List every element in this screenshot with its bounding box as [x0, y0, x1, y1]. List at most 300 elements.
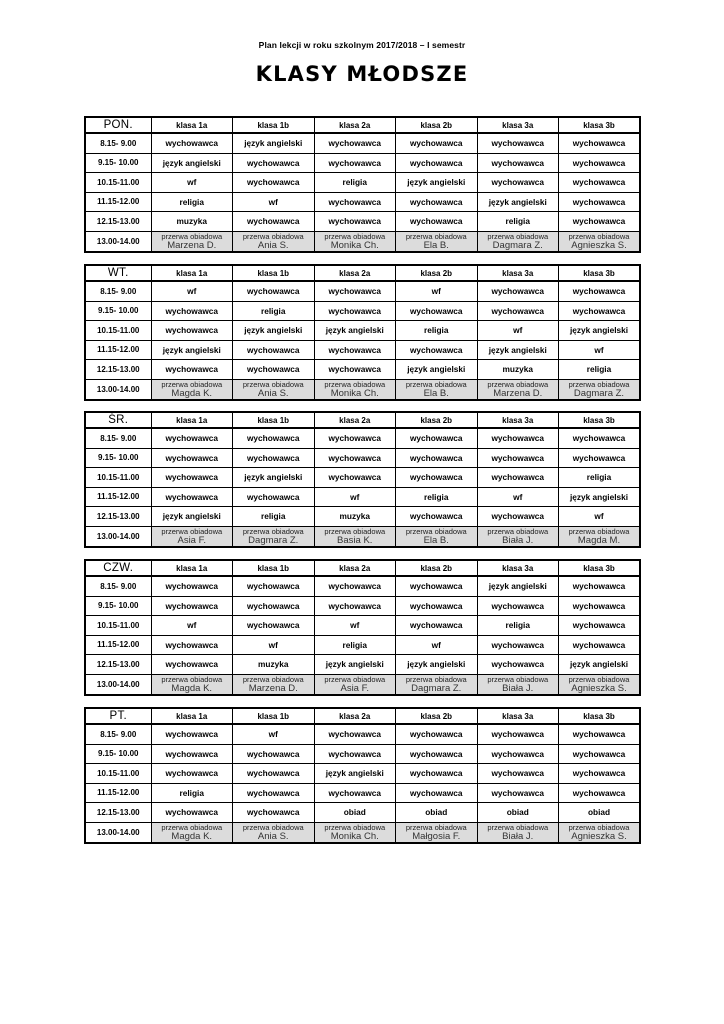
table-row [85, 360, 640, 380]
lesson-cell: wychowawca [151, 448, 233, 468]
lesson-cell: wychowawca [314, 212, 396, 232]
lesson-cell: wychowawca [314, 783, 396, 803]
lunch-label: przerwa obiadowa [161, 232, 223, 241]
lesson-time: 8.15- 9.00 [85, 724, 151, 744]
table-row [85, 133, 640, 153]
lesson-time: 8.15- 9.00 [85, 281, 151, 301]
table-header-row [85, 412, 640, 428]
lunch-label: przerwa obiadowa [161, 823, 223, 832]
class-header: klasa 1b [233, 265, 315, 281]
lunch-duty-cell [233, 379, 315, 400]
lesson-cell: wf [559, 340, 641, 360]
lesson-cell: religia [559, 360, 641, 380]
duty-teacher-name: Basia K. [337, 535, 373, 546]
lesson-cell: wychowawca [477, 744, 559, 764]
duty-teacher-name: Asia F. [177, 535, 206, 546]
day-table [84, 707, 641, 844]
lesson-cell: wychowawca [151, 301, 233, 321]
lesson-cell: wychowawca [151, 764, 233, 784]
class-header: klasa 1b [233, 560, 315, 576]
lesson-cell: wychowawca [314, 153, 396, 173]
lesson-cell: język angielski [151, 340, 233, 360]
lesson-cell: wychowawca [559, 301, 641, 321]
lunch-time: 13.00-14.00 [85, 379, 151, 400]
lunch-label: przerwa obiadowa [324, 675, 386, 684]
lesson-cell: wychowawca [477, 507, 559, 527]
lesson-cell: wychowawca [559, 596, 641, 616]
class-header: klasa 2b [396, 412, 478, 428]
lesson-cell: wychowawca [151, 487, 233, 507]
lunch-duty-cell [314, 822, 396, 843]
lunch-duty-cell [151, 674, 233, 695]
duty-teacher-name: Biała J. [502, 683, 534, 694]
table-row [85, 507, 640, 527]
lesson-cell: wychowawca [233, 744, 315, 764]
lesson-cell: wychowawca [151, 321, 233, 341]
day-table [84, 411, 641, 548]
table-row [85, 428, 640, 448]
class-header: klasa 3a [477, 560, 559, 576]
duty-teacher-name: Ela B. [423, 388, 449, 399]
lesson-cell: wychowawca [477, 655, 559, 675]
lunch-duty-cell [233, 231, 315, 252]
lesson-cell: język angielski [314, 321, 396, 341]
class-header: klasa 2a [314, 265, 396, 281]
lesson-cell: religia [314, 635, 396, 655]
lesson-cell: wychowawca [559, 428, 641, 448]
duty-teacher-name: Monika Ch. [330, 831, 379, 842]
lesson-cell: wychowawca [396, 783, 478, 803]
lesson-cell: wychowawca [314, 340, 396, 360]
lesson-cell: wf [396, 281, 478, 301]
duty-teacher-name: Ania S. [257, 240, 289, 251]
duty-teacher-name: Ela B. [423, 240, 449, 251]
table-row [85, 783, 640, 803]
lesson-time: 11.15-12.00 [85, 487, 151, 507]
day-name: PON. [85, 117, 151, 133]
lunch-row [85, 231, 640, 252]
table-row [85, 655, 640, 675]
class-header: klasa 1a [151, 117, 233, 133]
lesson-cell: wf [233, 724, 315, 744]
lesson-cell: wychowawca [151, 576, 233, 596]
lesson-cell: wf [233, 192, 315, 212]
lesson-cell: wychowawca [233, 448, 315, 468]
lesson-time: 12.15-13.00 [85, 360, 151, 380]
lunch-duty-cell [559, 231, 641, 252]
lesson-cell: wychowawca [233, 281, 315, 301]
lunch-duty-cell [233, 822, 315, 843]
lesson-cell: religia [477, 212, 559, 232]
lesson-cell: wychowawca [314, 724, 396, 744]
lunch-row [85, 674, 640, 695]
lesson-cell: wf [151, 281, 233, 301]
duty-teacher-name: Dagmara Z. [411, 683, 462, 694]
lesson-cell: obiad [559, 803, 641, 823]
lesson-cell: wychowawca [396, 596, 478, 616]
lesson-time: 9.15- 10.00 [85, 596, 151, 616]
day-table [84, 559, 641, 696]
duty-teacher-name: Dagmara Z. [492, 240, 543, 251]
lesson-cell: język angielski [233, 133, 315, 153]
lesson-cell: wychowawca [233, 764, 315, 784]
table-row [85, 576, 640, 596]
lesson-cell: wychowawca [233, 153, 315, 173]
class-header: klasa 1a [151, 265, 233, 281]
lesson-time: 10.15-11.00 [85, 616, 151, 636]
lesson-cell: wychowawca [396, 301, 478, 321]
lunch-duty-cell [396, 379, 478, 400]
lesson-cell: wychowawca [396, 744, 478, 764]
class-header: klasa 3b [559, 117, 641, 133]
class-header: klasa 3a [477, 412, 559, 428]
lesson-cell: wychowawca [477, 724, 559, 744]
lesson-cell: język angielski [477, 340, 559, 360]
lunch-duty-cell [233, 526, 315, 547]
lunch-label: przerwa obiadowa [324, 380, 386, 389]
lesson-cell: religia [233, 507, 315, 527]
lunch-label: przerwa obiadowa [324, 823, 386, 832]
table-row [85, 764, 640, 784]
lesson-cell: wychowawca [559, 724, 641, 744]
lunch-duty-cell [314, 526, 396, 547]
lesson-cell: wychowawca [396, 448, 478, 468]
lesson-cell: wychowawca [396, 616, 478, 636]
class-header: klasa 2b [396, 117, 478, 133]
duty-teacher-name: Biała J. [502, 831, 534, 842]
lunch-duty-cell [559, 526, 641, 547]
lesson-cell: religia [314, 173, 396, 193]
lunch-row [85, 822, 640, 843]
lesson-cell: język angielski [477, 192, 559, 212]
lunch-duty-cell [151, 231, 233, 252]
class-header: klasa 3b [559, 265, 641, 281]
table-row [85, 487, 640, 507]
lesson-time: 9.15- 10.00 [85, 153, 151, 173]
lesson-cell: wychowawca [477, 596, 559, 616]
duty-teacher-name: Asia F. [340, 683, 369, 694]
lesson-cell: wychowawca [233, 596, 315, 616]
lesson-cell: wf [559, 507, 641, 527]
lunch-label: przerwa obiadowa [568, 232, 630, 241]
lesson-cell: wychowawca [314, 192, 396, 212]
duty-teacher-name: Ania S. [257, 831, 289, 842]
lesson-cell: religia [559, 468, 641, 488]
table-header-row [85, 265, 640, 281]
lesson-cell: wychowawca [233, 212, 315, 232]
lesson-cell: wychowawca [233, 360, 315, 380]
lunch-label: przerwa obiadowa [242, 675, 304, 684]
lesson-time: 9.15- 10.00 [85, 301, 151, 321]
lesson-time: 9.15- 10.00 [85, 744, 151, 764]
lesson-cell: wychowawca [477, 635, 559, 655]
duty-teacher-name: Marzena D. [248, 683, 298, 694]
lesson-cell: wychowawca [233, 803, 315, 823]
lunch-time: 13.00-14.00 [85, 231, 151, 252]
lunch-duty-cell [477, 231, 559, 252]
duty-teacher-name: Dagmara Z. [248, 535, 299, 546]
table-row [85, 744, 640, 764]
lesson-cell: wf [233, 635, 315, 655]
lesson-cell: wychowawca [396, 153, 478, 173]
lesson-time: 10.15-11.00 [85, 173, 151, 193]
lesson-cell: wychowawca [559, 576, 641, 596]
table-row [85, 281, 640, 301]
lesson-cell: język angielski [396, 360, 478, 380]
lesson-time: 12.15-13.00 [85, 655, 151, 675]
table-row [85, 212, 640, 232]
lesson-cell: wychowawca [477, 783, 559, 803]
lesson-cell: religia [151, 192, 233, 212]
lesson-cell: wychowawca [559, 616, 641, 636]
table-header-row [85, 117, 640, 133]
duty-teacher-name: Dagmara Z. [573, 388, 625, 399]
duty-teacher-name: Ela B. [423, 535, 449, 546]
lunch-duty-cell [151, 379, 233, 400]
duty-teacher-name: Agnieszka S. [571, 683, 627, 694]
lesson-cell: obiad [396, 803, 478, 823]
table-row [85, 448, 640, 468]
lunch-duty-cell [559, 379, 641, 400]
lesson-cell: język angielski [559, 655, 641, 675]
lesson-cell: wychowawca [477, 468, 559, 488]
table-header-row [85, 560, 640, 576]
lesson-cell: wf [151, 173, 233, 193]
lesson-time: 8.15- 9.00 [85, 576, 151, 596]
lunch-label: przerwa obiadowa [568, 675, 630, 684]
lunch-time: 13.00-14.00 [85, 822, 151, 843]
table-row [85, 635, 640, 655]
table-row [85, 301, 640, 321]
lesson-cell: wychowawca [314, 448, 396, 468]
day-table [84, 264, 641, 401]
lunch-label: przerwa obiadowa [405, 527, 467, 536]
lunch-label: przerwa obiadowa [568, 380, 630, 389]
table-row [85, 596, 640, 616]
duty-teacher-name: Agnieszka S. [571, 240, 627, 251]
class-header: klasa 1b [233, 117, 315, 133]
document-subtitle: Plan lekcji w roku szkolnym 2017/2018 – I semestr [258, 40, 466, 50]
lesson-cell: język angielski [151, 507, 233, 527]
lesson-cell: język angielski [233, 468, 315, 488]
lesson-cell: wychowawca [396, 764, 478, 784]
lesson-cell: język angielski [314, 655, 396, 675]
lunch-label: przerwa obiadowa [405, 675, 467, 684]
lesson-cell: wychowawca [314, 301, 396, 321]
lesson-time: 10.15-11.00 [85, 764, 151, 784]
lesson-cell: wychowawca [477, 133, 559, 153]
lesson-cell: wychowawca [151, 133, 233, 153]
duty-teacher-name: Agnieszka S. [571, 831, 627, 842]
lesson-cell: wychowawca [314, 596, 396, 616]
lesson-time: 12.15-13.00 [85, 507, 151, 527]
table-row [85, 321, 640, 341]
lesson-cell: wf [396, 635, 478, 655]
duty-teacher-name: Magda K. [171, 388, 213, 399]
lesson-cell: wychowawca [477, 281, 559, 301]
lesson-cell: wychowawca [233, 487, 315, 507]
class-header: klasa 1b [233, 412, 315, 428]
lunch-duty-cell [477, 822, 559, 843]
lesson-cell: wychowawca [477, 448, 559, 468]
lunch-duty-cell [314, 379, 396, 400]
lesson-cell: religia [477, 616, 559, 636]
class-header: klasa 1a [151, 708, 233, 724]
lesson-time: 10.15-11.00 [85, 468, 151, 488]
lesson-cell: wychowawca [233, 173, 315, 193]
lesson-cell: wf [314, 487, 396, 507]
lesson-cell: wychowawca [314, 576, 396, 596]
lesson-cell: język angielski [559, 321, 641, 341]
lesson-cell: wf [477, 487, 559, 507]
lesson-cell: wychowawca [559, 153, 641, 173]
lesson-cell: wychowawca [559, 281, 641, 301]
table-row [85, 192, 640, 212]
lesson-time: 8.15- 9.00 [85, 428, 151, 448]
lesson-cell: muzyka [477, 360, 559, 380]
lesson-cell: wychowawca [559, 133, 641, 153]
lunch-duty-cell [151, 822, 233, 843]
lesson-cell: język angielski [151, 153, 233, 173]
lesson-cell: wychowawca [559, 173, 641, 193]
lunch-duty-cell [559, 674, 641, 695]
lesson-cell: język angielski [396, 655, 478, 675]
lesson-cell: wychowawca [559, 448, 641, 468]
lesson-time: 8.15- 9.00 [85, 133, 151, 153]
lunch-label: przerwa obiadowa [161, 380, 223, 389]
lesson-cell: wychowawca [233, 428, 315, 448]
duty-teacher-name: Magda M. [577, 535, 621, 546]
lunch-duty-cell [559, 822, 641, 843]
lesson-cell: wf [151, 616, 233, 636]
day-table [84, 116, 641, 253]
class-header: klasa 2b [396, 708, 478, 724]
lesson-cell: język angielski [396, 173, 478, 193]
lunch-label: przerwa obiadowa [405, 823, 467, 832]
lunch-duty-cell [233, 674, 315, 695]
lesson-cell: wychowawca [151, 428, 233, 448]
class-header: klasa 3a [477, 117, 559, 133]
lunch-label: przerwa obiadowa [242, 823, 304, 832]
lunch-label: przerwa obiadowa [487, 675, 549, 684]
table-row [85, 616, 640, 636]
lesson-cell: wf [477, 321, 559, 341]
lesson-cell: wychowawca [396, 192, 478, 212]
table-row [85, 803, 640, 823]
lesson-cell: religia [151, 783, 233, 803]
duty-teacher-name: Marzena D. [167, 240, 217, 251]
lunch-label: przerwa obiadowa [568, 527, 630, 536]
table-row [85, 724, 640, 744]
lesson-cell: muzyka [151, 212, 233, 232]
lesson-cell: wychowawca [314, 428, 396, 448]
class-header: klasa 3a [477, 265, 559, 281]
lesson-cell: obiad [314, 803, 396, 823]
table-row [85, 340, 640, 360]
lunch-duty-cell [396, 231, 478, 252]
lesson-cell: wychowawca [314, 468, 396, 488]
lesson-time: 10.15-11.00 [85, 321, 151, 341]
class-header: klasa 3a [477, 708, 559, 724]
lesson-cell: obiad [477, 803, 559, 823]
lunch-duty-cell [314, 674, 396, 695]
lesson-cell: wychowawca [314, 744, 396, 764]
lesson-cell: wychowawca [559, 635, 641, 655]
lunch-label: przerwa obiadowa [242, 232, 304, 241]
lesson-cell: wychowawca [396, 340, 478, 360]
day-name: WT. [85, 265, 151, 281]
lesson-cell: wychowawca [151, 803, 233, 823]
lesson-time: 11.15-12.00 [85, 635, 151, 655]
lesson-cell: język angielski [233, 321, 315, 341]
lesson-cell: wychowawca [477, 173, 559, 193]
lesson-cell: muzyka [314, 507, 396, 527]
duty-teacher-name: Ania S. [257, 388, 289, 399]
lesson-cell: wychowawca [233, 340, 315, 360]
lesson-cell: wychowawca [396, 724, 478, 744]
lesson-cell: wychowawca [396, 576, 478, 596]
lesson-cell: wychowawca [559, 192, 641, 212]
lesson-cell: wychowawca [396, 468, 478, 488]
lesson-cell: wychowawca [477, 153, 559, 173]
lesson-time: 12.15-13.00 [85, 803, 151, 823]
lunch-label: przerwa obiadowa [242, 527, 304, 536]
lesson-cell: język angielski [314, 764, 396, 784]
table-row [85, 468, 640, 488]
class-header: klasa 1a [151, 412, 233, 428]
lesson-cell: wychowawca [151, 655, 233, 675]
lunch-duty-cell [151, 526, 233, 547]
lesson-cell: wychowawca [559, 212, 641, 232]
lesson-time: 11.15-12.00 [85, 192, 151, 212]
class-header: klasa 3b [559, 708, 641, 724]
lesson-cell: wychowawca [559, 783, 641, 803]
lunch-duty-cell [477, 526, 559, 547]
lesson-cell: wychowawca [396, 133, 478, 153]
lesson-cell: religia [396, 321, 478, 341]
lesson-cell: wychowawca [233, 576, 315, 596]
class-header: klasa 3b [559, 412, 641, 428]
table-header-row [85, 708, 640, 724]
lesson-cell: wychowawca [151, 744, 233, 764]
lunch-label: przerwa obiadowa [161, 527, 223, 536]
class-header: klasa 1b [233, 708, 315, 724]
document-title: KLASY MŁODSZE [255, 62, 469, 86]
class-header: klasa 2b [396, 265, 478, 281]
class-header: klasa 3b [559, 560, 641, 576]
lesson-cell: wychowawca [477, 764, 559, 784]
day-name: CZW. [85, 560, 151, 576]
day-name: PT. [85, 708, 151, 724]
class-header: klasa 1a [151, 560, 233, 576]
lunch-label: przerwa obiadowa [487, 232, 549, 241]
lesson-time: 11.15-12.00 [85, 783, 151, 803]
lesson-cell: język angielski [477, 576, 559, 596]
class-header: klasa 2a [314, 412, 396, 428]
lunch-row [85, 526, 640, 547]
class-header: klasa 2b [396, 560, 478, 576]
day-name: ŚR. [85, 412, 151, 428]
lesson-cell: muzyka [233, 655, 315, 675]
lunch-duty-cell [396, 822, 478, 843]
duty-teacher-name: Biała J. [502, 535, 534, 546]
lesson-cell: wychowawca [559, 744, 641, 764]
lunch-label: przerwa obiadowa [487, 823, 549, 832]
lunch-row [85, 379, 640, 400]
lesson-time: 11.15-12.00 [85, 340, 151, 360]
duty-teacher-name: Magda K. [171, 831, 213, 842]
lunch-label: przerwa obiadowa [405, 380, 467, 389]
